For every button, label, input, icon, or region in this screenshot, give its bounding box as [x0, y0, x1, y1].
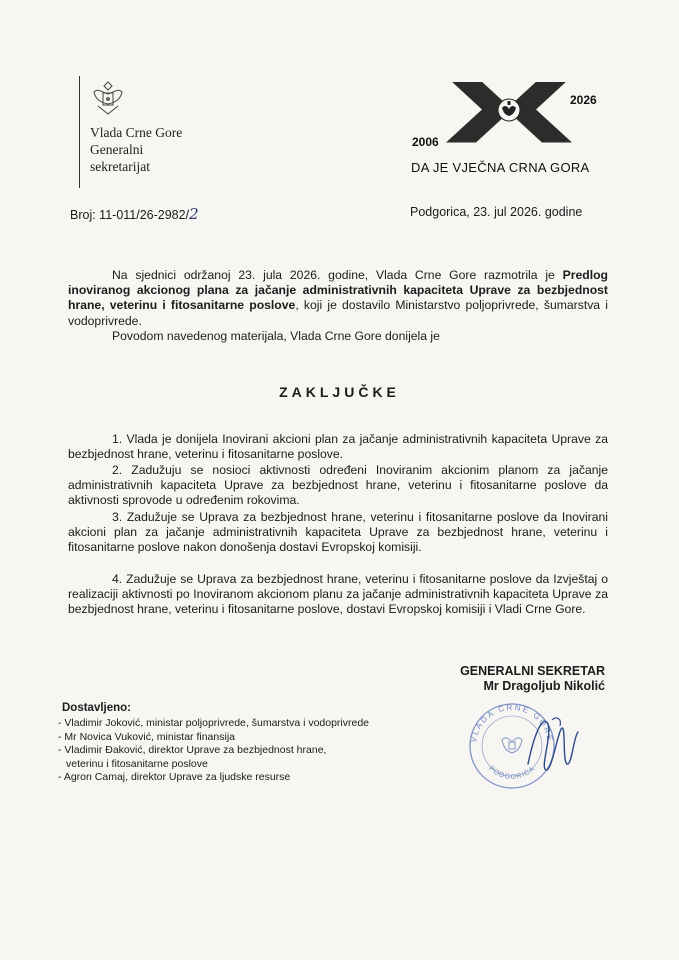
- issuer-line-3: sekretarijat: [90, 159, 150, 174]
- signature-block: [415, 664, 605, 694]
- coat-of-arms-icon: [90, 78, 126, 118]
- issuer-block: [90, 124, 182, 175]
- distribution-item: - Mr Novica Vuković, ministar finansija: [58, 730, 235, 743]
- distribution-item: - Vladimir Joković, ministar poljoprivrede, šumarstva i vodoprivrede: [58, 717, 370, 729]
- distribution-item: veterinu i fitosanitarne poslove: [66, 757, 208, 770]
- header-divider: [79, 76, 80, 188]
- distribution-item: - Agron Camaj, direktor Uprave za ljudske resurse: [58, 771, 291, 783]
- signatory-title: GENERALNI SEKRETAR: [460, 664, 605, 678]
- reference-label: Broj: 11-011/26-2982/: [70, 208, 190, 222]
- anniversary-slogan: DA JE VJEČNA CRNA GORA: [411, 160, 590, 175]
- intro-line2: Povodom navedenog materijala, Vlada Crne Gore donijela je: [112, 328, 440, 343]
- intro-paragraph: [68, 268, 608, 344]
- section-heading: ZAKLJUČKE: [279, 384, 400, 400]
- issuer-line-1: Vlada Crne Gore: [90, 125, 183, 140]
- handwritten-signature: [522, 706, 582, 786]
- distribution-list: [58, 717, 369, 785]
- conclusion-2: 2. Zadužuju se nosioci aktivnosti određeni Inoviranim akcionim planom za jačanje administrativnih kapaciteta Uprave za bezbjednost hrane, veterinu i fitosanitarne poslove da aktivnosti sprovode u određenim rokovima.: [68, 463, 608, 508]
- intro-part2: , koji je dostavilo Ministarstvo poljoprivrede, šumarstva i vodoprivrede.: [68, 298, 608, 328]
- conclusion-4: 4. Zadužuje se Uprava za bezbjednost hrane, veterinu i fitosanitarne poslove da Izvještaj o realizaciji aktivnosti po Inoviranom akcionom planu za jačanje administrativnih kapaciteta Uprave za bezbjednost hrane, veterinu i fitosanitarne poslove, dostavi Evropskoj komisiji i Vladi Crne Gore.: [68, 572, 608, 617]
- svg-text:PODGORICA: PODGORICA: [487, 765, 537, 781]
- reference-handwritten: 2: [189, 205, 199, 223]
- reference-number: [70, 205, 199, 223]
- distribution-item: - Vladimir Đaković, direktor Uprave za bezbjednost hrane,: [58, 744, 327, 756]
- issuer-line-2: Generalni: [90, 142, 144, 157]
- year-end: 2026: [570, 93, 597, 107]
- conclusion-3: 3. Zadužuje se Uprava za bezbjednost hrane, veterinu i fitosanitarne poslove da Inovirani akcioni plan za jačanje administrativnih kapaciteta Uprave za bezbjednost hrane, veterinu i fitosanitarne poslove nakon donošenja dostavi Evropskoj komisiji.: [68, 510, 608, 555]
- intro-bold: Predlog inoviranog akcionog plana za jačanje administrativnih kapaciteta Uprave za bezbjednost hrane, veterinu i fitosanitarne poslove: [68, 268, 608, 313]
- place-date: Podgorica, 23. jul 2026. godine: [410, 205, 583, 219]
- intro-part1: Na sjednici održanoj 23. jula 2026. godine, Vlada Crne Gore razmotrila je: [112, 268, 563, 282]
- distribution-title: Dostavljeno:: [62, 702, 132, 714]
- conclusion-1: 1. Vlada je donijela Inovirani akcioni plan za jačanje administrativnih kapaciteta Uprave za bezbjednost hrane, veterinu i fitosanitarne poslove.: [68, 432, 608, 462]
- year-start: 2006: [412, 135, 439, 149]
- svg-text:VLADA CRNE GORE: VLADA CRNE GORE: [469, 702, 555, 744]
- signatory-name: Mr Dragoljub Nikolić: [483, 679, 605, 693]
